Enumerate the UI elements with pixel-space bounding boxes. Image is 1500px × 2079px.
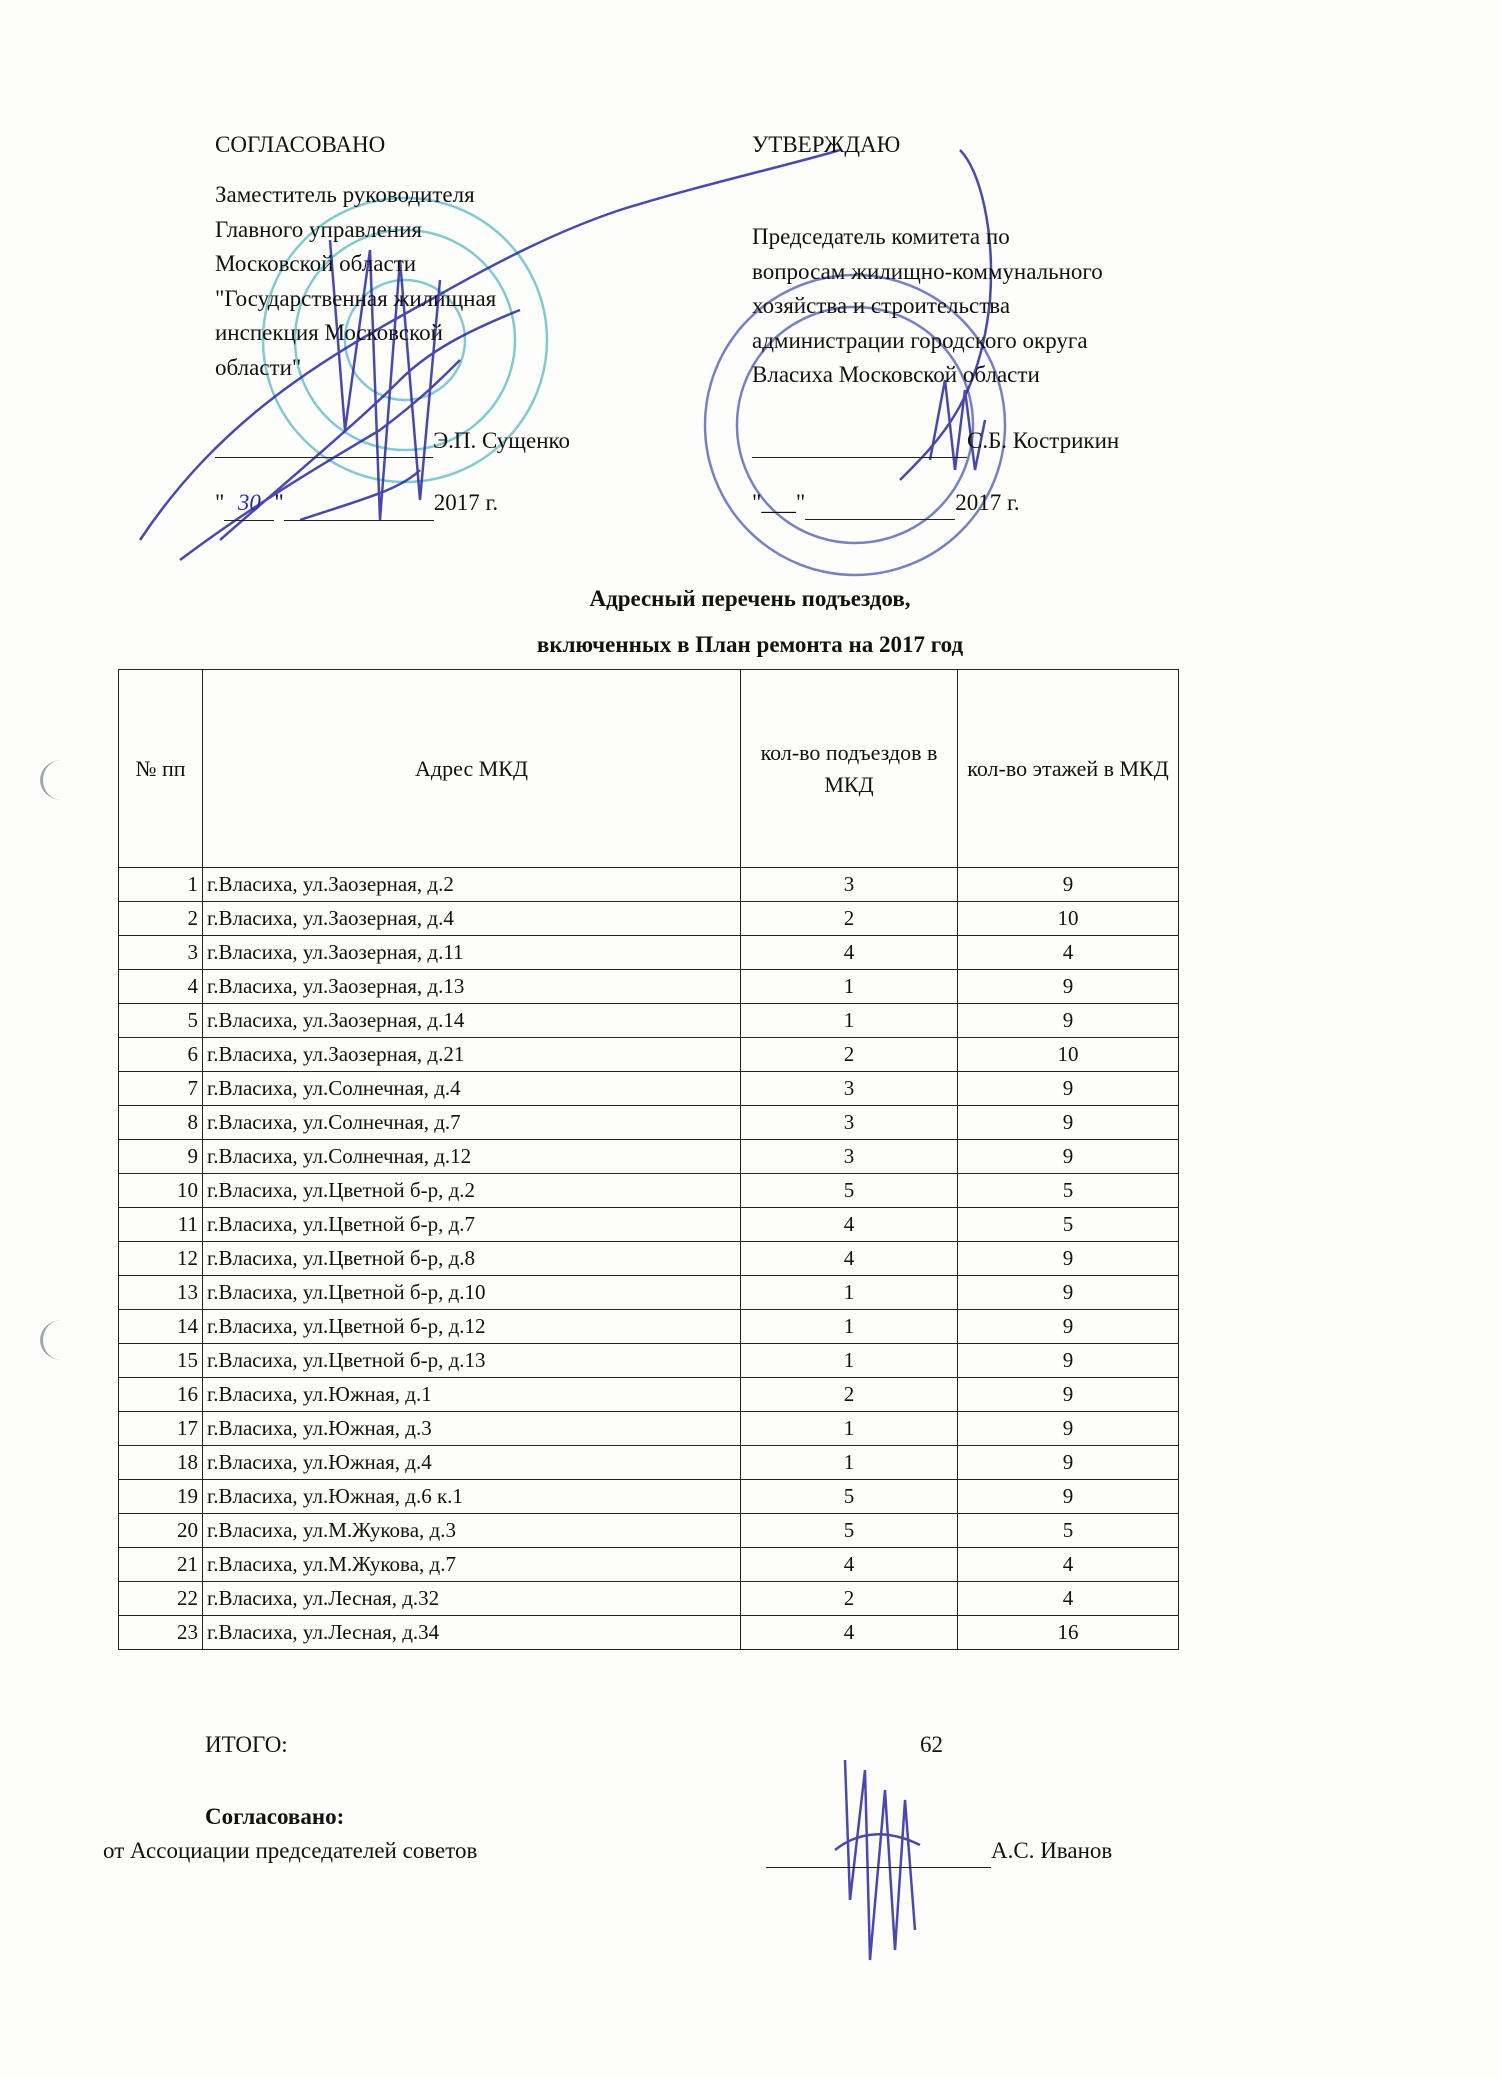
cell-entrances: 3 bbox=[741, 1072, 958, 1106]
document-title-line2: включенных в План ремонта на 2017 год bbox=[536, 632, 964, 657]
cell-floors: 9 bbox=[958, 1106, 1179, 1140]
cell-floors: 9 bbox=[958, 1446, 1179, 1480]
cell-entrances: 1 bbox=[741, 1412, 958, 1446]
right-date-year: 2017 г. bbox=[955, 490, 1020, 515]
right-date-line bbox=[752, 486, 1020, 520]
cell-address: г.Власиха, ул.Заозерная, д.13 bbox=[203, 970, 741, 1004]
table-row bbox=[119, 1582, 1179, 1616]
cell-floors: 9 bbox=[958, 1004, 1179, 1038]
cell-floors: 9 bbox=[958, 1344, 1179, 1378]
table-row bbox=[119, 1548, 1179, 1582]
cell-num: 13 bbox=[119, 1276, 203, 1310]
cell-num: 12 bbox=[119, 1242, 203, 1276]
cell-entrances: 4 bbox=[741, 1616, 958, 1650]
total-label: ИТОГО: bbox=[205, 1732, 288, 1757]
table-row bbox=[119, 936, 1179, 970]
table-row bbox=[119, 902, 1179, 936]
left-header-line: области" bbox=[215, 354, 302, 380]
cell-entrances: 4 bbox=[741, 936, 958, 970]
cell-floors: 10 bbox=[958, 902, 1179, 936]
cell-floors: 9 bbox=[958, 1480, 1179, 1514]
left-header-line: Заместитель руководителя bbox=[215, 182, 475, 207]
cell-entrances: 2 bbox=[741, 1038, 958, 1072]
right-header-line: хозяйства и строительства bbox=[752, 293, 1011, 318]
cell-address: г.Власиха, ул.Лесная, д.32 bbox=[203, 1582, 741, 1616]
cell-entrances: 1 bbox=[741, 1446, 958, 1480]
cell-address: г.Власиха, ул.М.Жукова, д.7 bbox=[203, 1548, 741, 1582]
table-row bbox=[119, 1412, 1179, 1446]
cell-entrances: 4 bbox=[741, 1208, 958, 1242]
cell-address: г.Власиха, ул.Заозерная, д.2 bbox=[203, 868, 741, 902]
right-signature-line bbox=[752, 424, 1119, 458]
cell-num: 21 bbox=[119, 1548, 203, 1582]
header-entrances: кол-во подъездов в МКД bbox=[741, 670, 958, 868]
table-row bbox=[119, 1514, 1179, 1548]
table-row bbox=[119, 1242, 1179, 1276]
cell-num: 20 bbox=[119, 1514, 203, 1548]
cell-num: 17 bbox=[119, 1412, 203, 1446]
cell-address: г.Власиха, ул.М.Жукова, д.3 bbox=[203, 1514, 741, 1548]
cell-num: 4 bbox=[119, 970, 203, 1004]
table-row bbox=[119, 868, 1179, 902]
table-row bbox=[119, 1446, 1179, 1480]
left-header-line: Главного управления bbox=[215, 216, 422, 242]
cell-floors: 9 bbox=[958, 1276, 1179, 1310]
cell-floors: 16 bbox=[958, 1616, 1179, 1650]
cell-entrances: 4 bbox=[741, 1242, 958, 1276]
footer-signatory: А.С. Иванов bbox=[991, 1838, 1113, 1863]
header-address: Адрес МКД bbox=[203, 670, 741, 868]
header-floors: кол-во этажей в МКД bbox=[958, 670, 1179, 868]
cell-entrances: 1 bbox=[741, 1344, 958, 1378]
cell-num: 23 bbox=[119, 1616, 203, 1650]
left-date-line: " 30 " 2017 г. bbox=[215, 486, 498, 521]
right-date-quotes: "___" bbox=[752, 490, 806, 515]
cell-num: 11 bbox=[119, 1208, 203, 1242]
left-header-text bbox=[215, 178, 615, 385]
table-row bbox=[119, 970, 1179, 1004]
left-header-line: Московской области bbox=[215, 251, 417, 276]
left-header-heading: СОГЛАСОВАНО bbox=[215, 132, 386, 157]
cell-num: 6 bbox=[119, 1038, 203, 1072]
footer-org: от Ассоциации председателей советов bbox=[103, 1838, 478, 1863]
cell-floors: 5 bbox=[958, 1208, 1179, 1242]
cell-num: 5 bbox=[119, 1004, 203, 1038]
header-num: № пп bbox=[119, 670, 203, 868]
cell-num: 1 bbox=[119, 868, 203, 902]
right-header-text bbox=[752, 220, 1192, 393]
table-row bbox=[119, 1276, 1179, 1310]
cell-address: г.Власиха, ул.Солнечная, д.12 bbox=[203, 1140, 741, 1174]
table-row bbox=[119, 1480, 1179, 1514]
cell-entrances: 5 bbox=[741, 1174, 958, 1208]
cell-num: 7 bbox=[119, 1072, 203, 1106]
right-header-line: Власиха Московской области bbox=[752, 362, 1040, 387]
cell-num: 16 bbox=[119, 1378, 203, 1412]
cell-num: 15 bbox=[119, 1344, 203, 1378]
cell-address: г.Власиха, ул.Лесная, д.34 bbox=[203, 1616, 741, 1650]
cell-address: г.Власиха, ул.Южная, д.6 к.1 bbox=[203, 1480, 741, 1514]
address-table bbox=[118, 669, 1179, 1650]
left-header-line: инспекция Московской bbox=[215, 320, 443, 345]
table-row bbox=[119, 1378, 1179, 1412]
cell-floors: 9 bbox=[958, 1140, 1179, 1174]
cell-floors: 4 bbox=[958, 1548, 1179, 1582]
cell-entrances: 3 bbox=[741, 1106, 958, 1140]
cell-address: г.Власиха, ул.Солнечная, д.7 bbox=[203, 1106, 741, 1140]
table-body bbox=[119, 868, 1179, 1650]
table-row bbox=[119, 1208, 1179, 1242]
cell-floors: 4 bbox=[958, 1582, 1179, 1616]
cell-address: г.Власиха, ул.Цветной б-р, д.13 bbox=[203, 1344, 741, 1378]
cell-num: 9 bbox=[119, 1140, 203, 1174]
left-header-line: "Государственная жилищная bbox=[215, 285, 497, 311]
cell-floors: 9 bbox=[958, 1412, 1179, 1446]
cell-entrances: 4 bbox=[741, 1548, 958, 1582]
cell-num: 3 bbox=[119, 936, 203, 970]
table-row bbox=[119, 1174, 1179, 1208]
cell-floors: 9 bbox=[958, 970, 1179, 1004]
left-signature-line bbox=[215, 424, 570, 458]
cell-num: 14 bbox=[119, 1310, 203, 1344]
cell-address: г.Власиха, ул.Заозерная, д.21 bbox=[203, 1038, 741, 1072]
cell-num: 18 bbox=[119, 1446, 203, 1480]
table-row bbox=[119, 1310, 1179, 1344]
cell-floors: 9 bbox=[958, 1072, 1179, 1106]
footer-agreed: Согласовано: bbox=[205, 1804, 345, 1829]
cell-entrances: 1 bbox=[741, 1004, 958, 1038]
cell-entrances: 3 bbox=[741, 868, 958, 902]
cell-address: г.Власиха, ул.Цветной б-р, д.12 bbox=[203, 1310, 741, 1344]
cell-entrances: 1 bbox=[741, 1276, 958, 1310]
cell-address: г.Власиха, ул.Цветной б-р, д.7 bbox=[203, 1208, 741, 1242]
table-header-row bbox=[119, 670, 1179, 868]
cell-address: г.Власиха, ул.Южная, д.3 bbox=[203, 1412, 741, 1446]
cell-entrances: 1 bbox=[741, 970, 958, 1004]
cell-address: г.Власиха, ул.Заозерная, д.14 bbox=[203, 1004, 741, 1038]
cell-floors: 9 bbox=[958, 1310, 1179, 1344]
table-row bbox=[119, 1344, 1179, 1378]
cell-floors: 5 bbox=[958, 1514, 1179, 1548]
cell-entrances: 2 bbox=[741, 1582, 958, 1616]
right-header-line: администрации городского округа bbox=[752, 327, 1088, 353]
table-row bbox=[119, 1140, 1179, 1174]
cell-num: 8 bbox=[119, 1106, 203, 1140]
cell-address: г.Власиха, ул.Цветной б-р, д.2 bbox=[203, 1174, 741, 1208]
cell-floors: 9 bbox=[958, 868, 1179, 902]
table-row bbox=[119, 1038, 1179, 1072]
right-header-line: вопросам жилищно-коммунального bbox=[752, 258, 1103, 284]
cell-floors: 5 bbox=[958, 1174, 1179, 1208]
cell-entrances: 2 bbox=[741, 1378, 958, 1412]
table-row bbox=[119, 1616, 1179, 1650]
table-row bbox=[119, 1106, 1179, 1140]
total-value: 62 bbox=[920, 1732, 943, 1757]
cell-floors: 10 bbox=[958, 1038, 1179, 1072]
cell-entrances: 5 bbox=[741, 1480, 958, 1514]
cell-num: 19 bbox=[119, 1480, 203, 1514]
cell-floors: 9 bbox=[958, 1378, 1179, 1412]
punch-hole-mark bbox=[40, 760, 83, 800]
table-row bbox=[119, 1072, 1179, 1106]
table-row bbox=[119, 1004, 1179, 1038]
cell-num: 2 bbox=[119, 902, 203, 936]
cell-num: 10 bbox=[119, 1174, 203, 1208]
cell-entrances: 5 bbox=[741, 1514, 958, 1548]
left-date-day: 30 bbox=[224, 486, 274, 521]
punch-hole-mark bbox=[40, 1320, 83, 1360]
cell-address: г.Власиха, ул.Заозерная, д.11 bbox=[203, 936, 741, 970]
left-date-year: 2017 г. bbox=[433, 490, 499, 515]
footer-signature-line bbox=[766, 1834, 1112, 1868]
cell-address: г.Власиха, ул.Цветной б-р, д.10 bbox=[203, 1276, 741, 1310]
cell-entrances: 2 bbox=[741, 902, 958, 936]
cell-floors: 4 bbox=[958, 936, 1179, 970]
left-signatory: Э.П. Сущенко bbox=[433, 428, 571, 453]
cell-num: 22 bbox=[119, 1582, 203, 1616]
cell-floors: 9 bbox=[958, 1242, 1179, 1276]
cell-address: г.Власиха, ул.Южная, д.4 bbox=[203, 1446, 741, 1480]
cell-entrances: 1 bbox=[741, 1310, 958, 1344]
right-signatory: С.Б. Кострикин bbox=[967, 428, 1120, 453]
cell-address: г.Власиха, ул.Заозерная, д.4 bbox=[203, 902, 741, 936]
document-title-line1: Адресный перечень подъездов, bbox=[589, 586, 911, 611]
right-header-line: Председатель комитета по bbox=[752, 224, 1010, 249]
cell-address: г.Власиха, ул.Южная, д.1 bbox=[203, 1378, 741, 1412]
cell-address: г.Власиха, ул.Цветной б-р, д.8 bbox=[203, 1242, 741, 1276]
cell-entrances: 3 bbox=[741, 1140, 958, 1174]
right-header-heading: УТВЕРЖДАЮ bbox=[752, 132, 901, 157]
cell-address: г.Власиха, ул.Солнечная, д.4 bbox=[203, 1072, 741, 1106]
